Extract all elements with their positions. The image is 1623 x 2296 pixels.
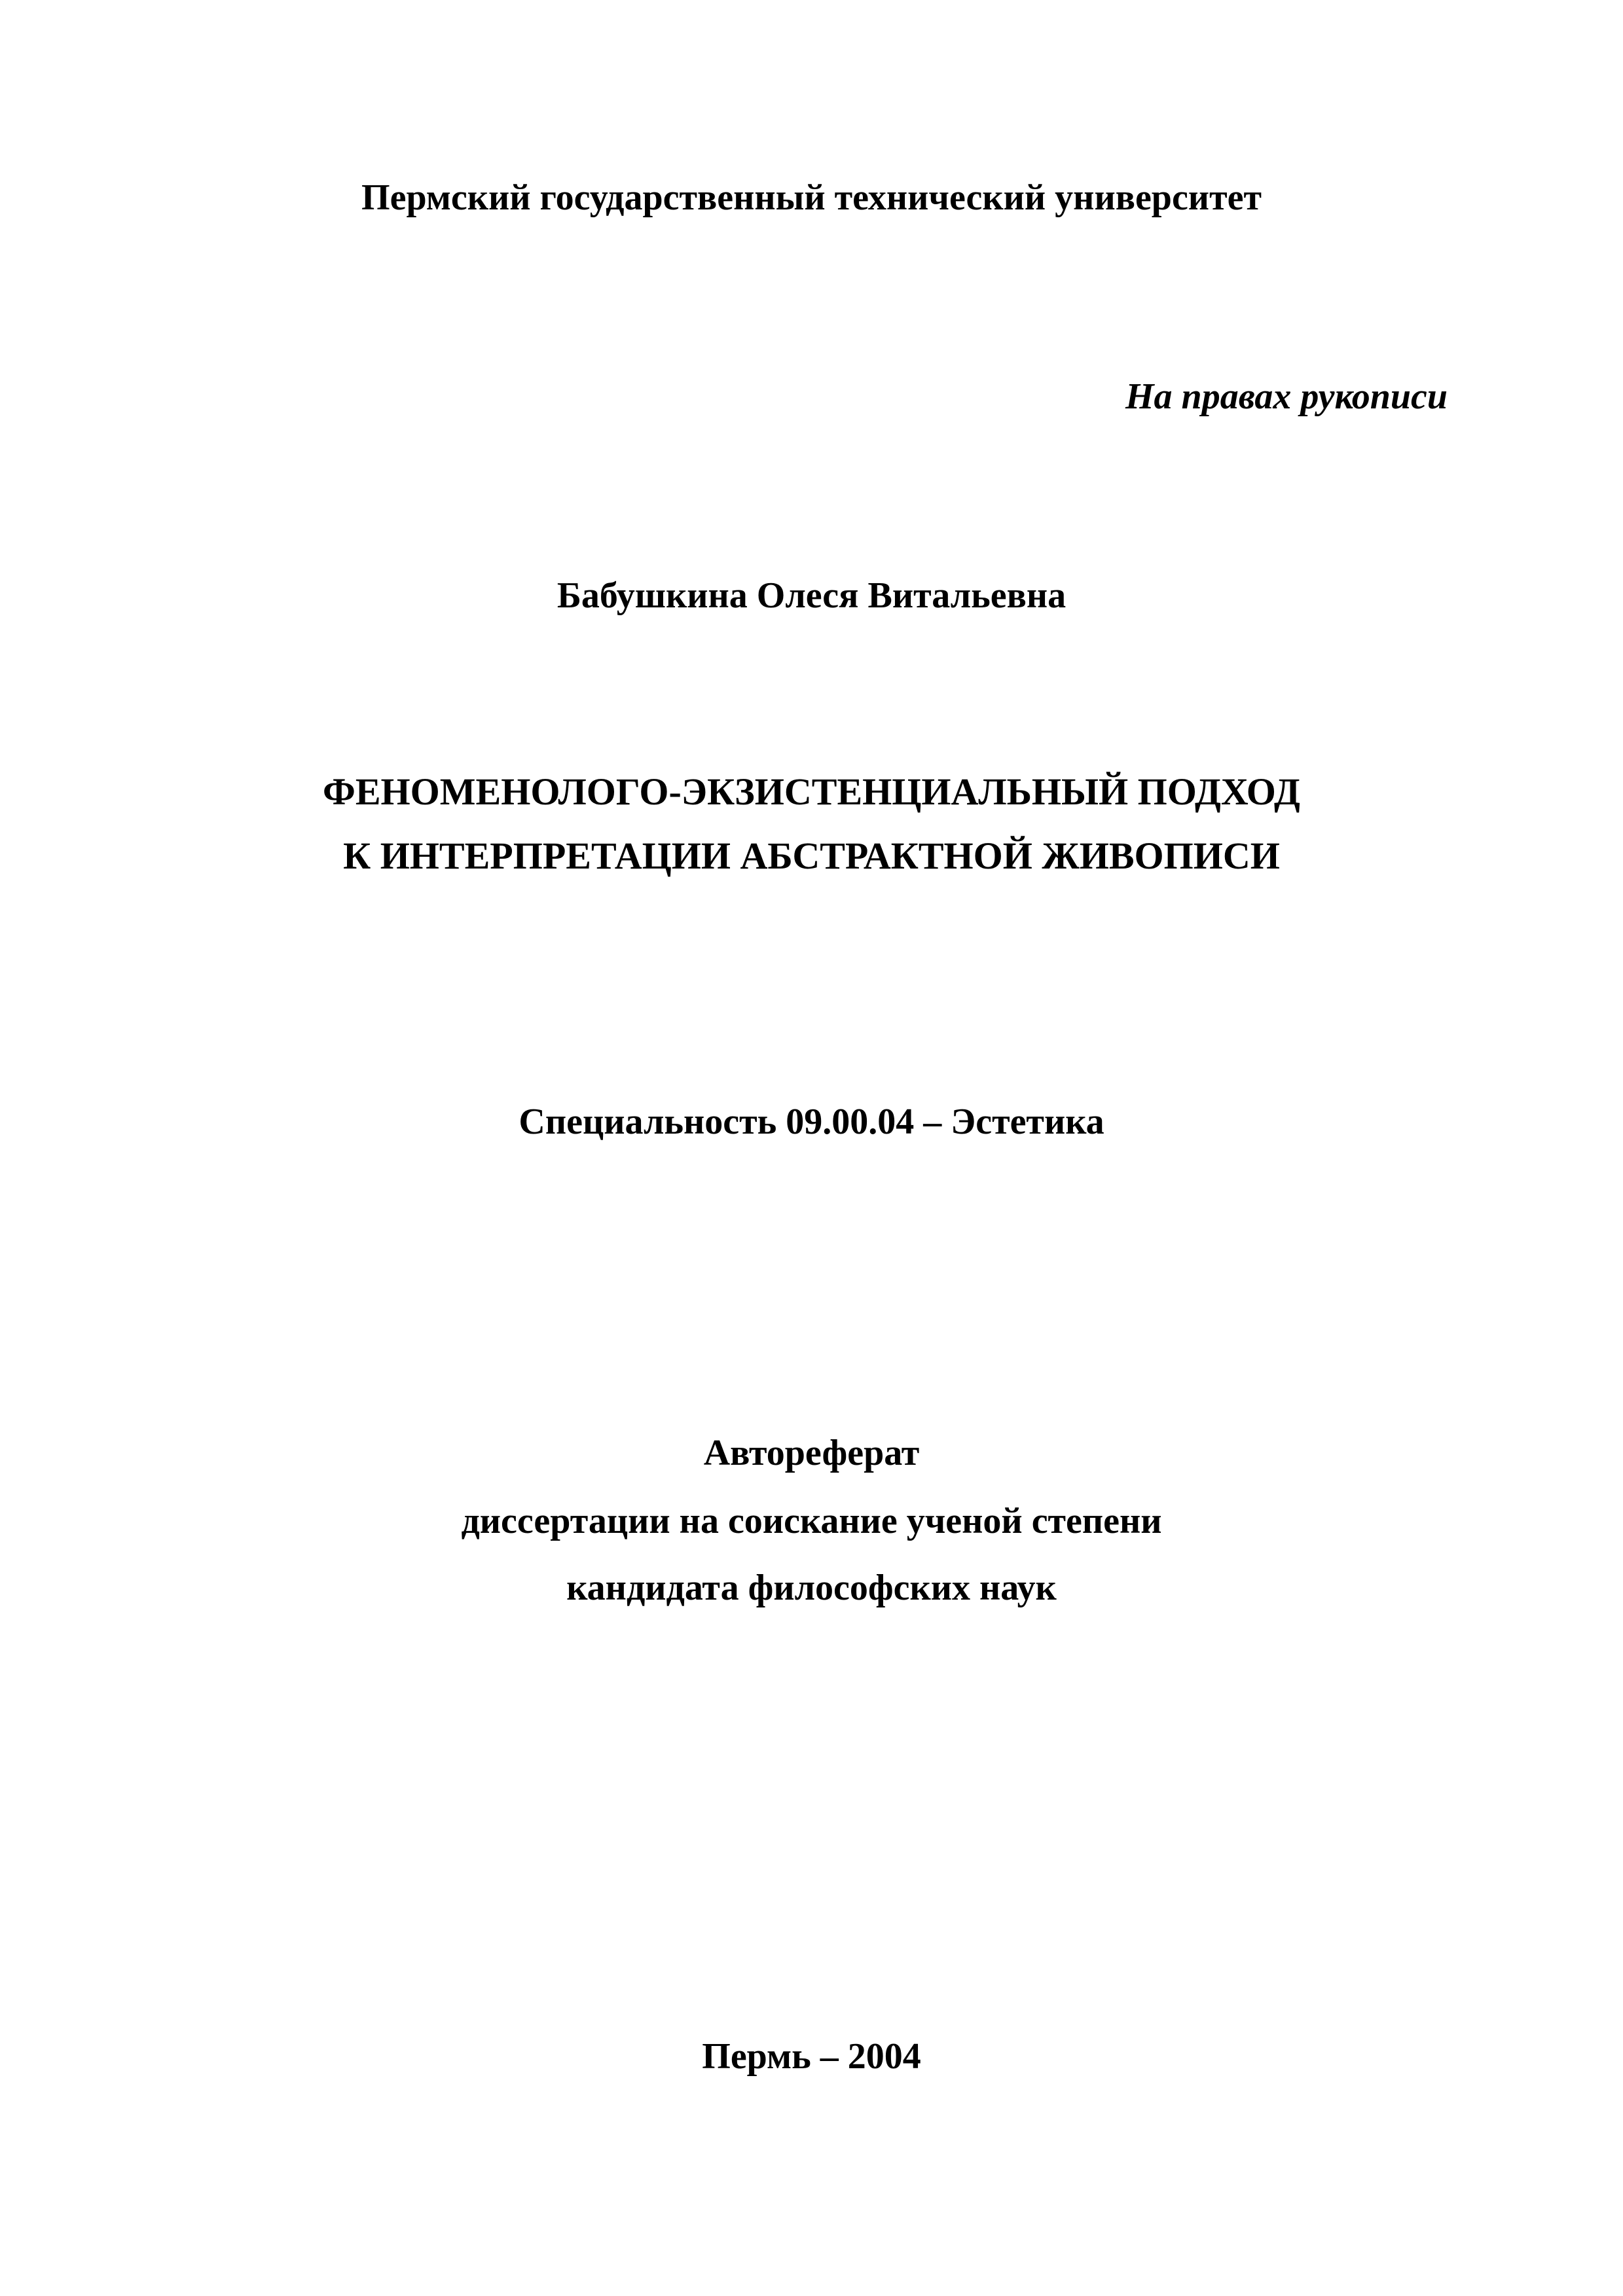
abstract-line-3: кандидата философских наук xyxy=(566,1568,1057,1608)
university-name: Пермский государственный технический университет xyxy=(361,177,1262,218)
thesis-title-line-2: К ИНТЕРПРЕТАЦИИ АБСТРАКТНОЙ ЖИВОПИСИ xyxy=(343,834,1280,877)
author-name: Бабушкина Олеся Витальевна xyxy=(556,575,1067,616)
abstract-heading: Автореферат xyxy=(703,1433,920,1473)
specialty-line: Специальность 09.00.04 – Эстетика xyxy=(519,1102,1104,1142)
manuscript-note: На правах рукописи xyxy=(1125,376,1448,417)
city-year: Пермь – 2004 xyxy=(702,2036,921,2077)
thesis-title-line-1: ФЕНОМЕНОЛОГО-ЭКЗИСТЕНЦИАЛЬНЫЙ ПОДХОД xyxy=(323,770,1300,813)
abstract-line-2: диссертации на соискание ученой степени xyxy=(461,1501,1162,1541)
